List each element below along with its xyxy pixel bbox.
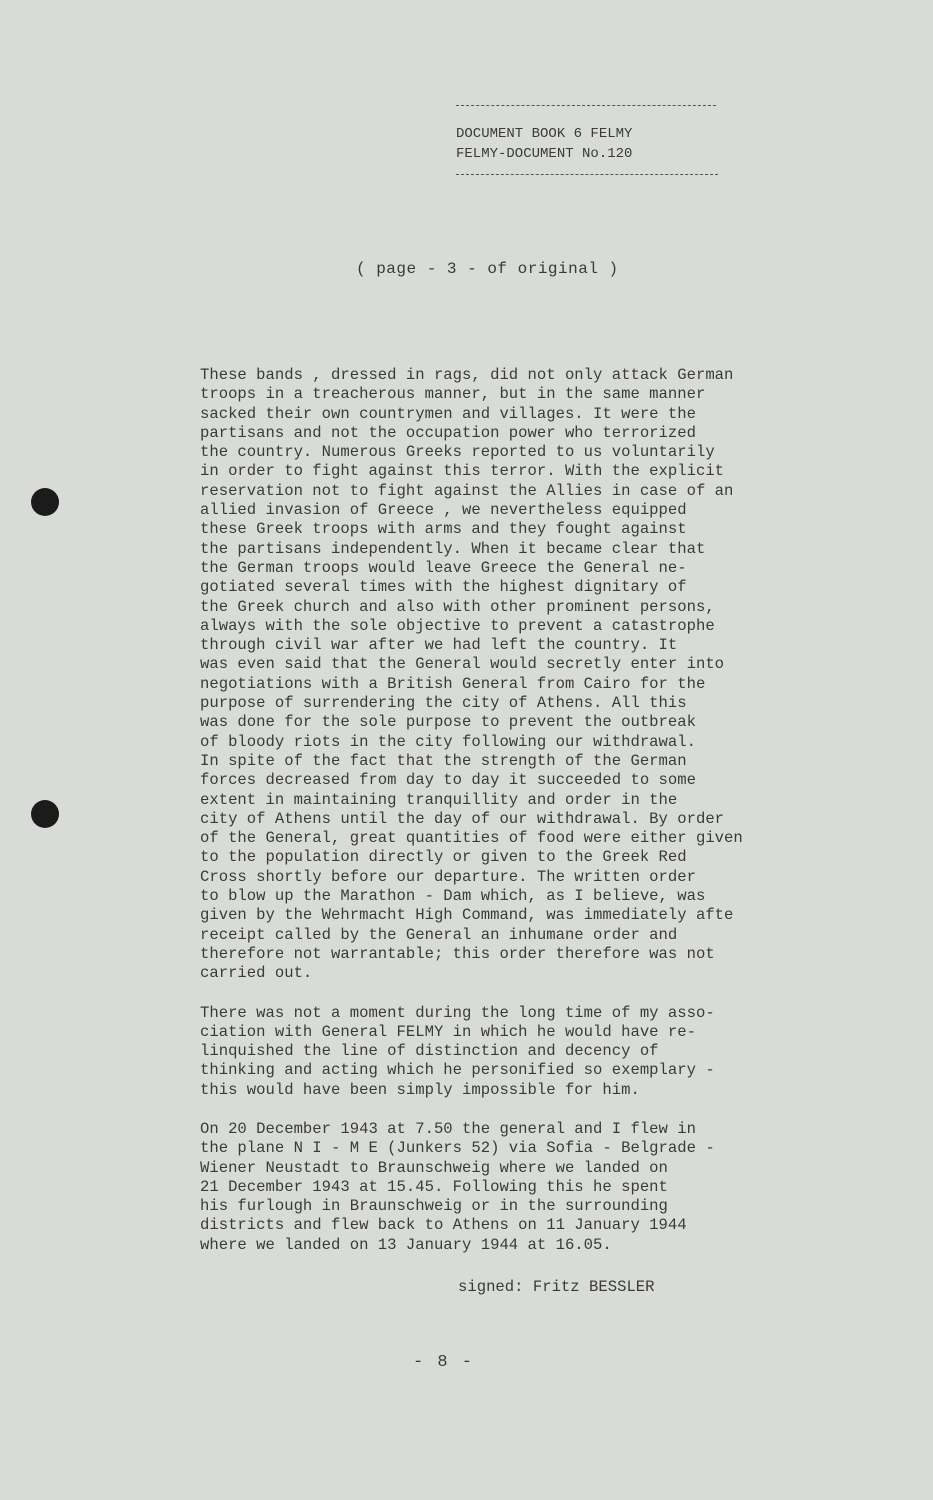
- text-line: given by the Wehrmacht High Command, was immediately afte: [200, 906, 734, 925]
- text-line: was done for the sole purpose to prevent the outbreak: [200, 713, 696, 732]
- text-line: the German troops would leave Greece the General ne-: [200, 558, 687, 577]
- text-line: this would have been simply impossible for him.: [200, 1080, 640, 1099]
- text-line: of the General, great quantities of food were either given: [200, 829, 743, 848]
- text-line: sacked their own countrymen and villages. It were the: [200, 404, 696, 423]
- text-line: On 20 December 1943 at 7.50 the general and I flew in: [200, 1119, 696, 1138]
- text-line: the partisans independently. When it became clear that: [200, 539, 706, 558]
- text-line: the country. Numerous Greeks reported to us voluntarily: [200, 443, 715, 462]
- text-line: reservation not to fight against the Allies in case of an: [200, 481, 734, 500]
- paragraph-3: [200, 1120, 890, 1255]
- text-line: always with the sole objective to prevent a catastrophe: [200, 616, 715, 635]
- text-line: purpose of surrendering the city of Athens. All this: [200, 694, 687, 713]
- text-line: districts and flew back to Athens on 11 January 1944: [200, 1216, 687, 1235]
- document-number-label: FELMY-DOCUMENT No.120: [456, 146, 633, 162]
- punch-hole-bottom: [31, 800, 59, 828]
- paragraph-gap: [200, 1100, 890, 1120]
- punch-hole-top: [31, 488, 59, 516]
- text-line: troops in a treacherous manner, but in the same manner: [200, 385, 706, 404]
- text-line: Wiener Neustadt to Braunschweig where we landed on: [200, 1158, 668, 1177]
- text-line: partisans and not the occupation power who terrorized: [200, 423, 696, 442]
- text-line: receipt called by the General an inhumane order and: [200, 925, 678, 944]
- text-line: gotiated several times with the highest dignitary of: [200, 578, 687, 597]
- document-book-label: DOCUMENT BOOK 6 FELMY: [456, 126, 633, 142]
- document-body: [200, 366, 890, 1255]
- text-line: 21 December 1943 at 15.45. Following this he spent: [200, 1177, 668, 1196]
- text-line: carried out.: [200, 964, 313, 983]
- text-line: Cross shortly before our departure. The written order: [200, 867, 696, 886]
- text-line: In spite of the fact that the strength of the German: [200, 751, 687, 770]
- signature-line: signed: Fritz BESSLER: [458, 1278, 655, 1296]
- text-line: extent in maintaining tranquillity and order in the: [200, 790, 678, 809]
- text-line: These bands , dressed in rags, did not only attack German: [200, 366, 734, 384]
- text-line: the plane N I - M E (Junkers 52) via Sofia - Belgrade -: [200, 1139, 715, 1158]
- text-line: ciation with General FELMY in which he would have re-: [200, 1022, 696, 1041]
- text-line: the Greek church and also with other prominent persons,: [200, 597, 715, 616]
- text-line: forces decreased from day to day it succeeded to some: [200, 771, 696, 790]
- text-line: of bloody riots in the city following our withdrawal.: [200, 732, 696, 751]
- text-line: to the population directly or given to the Greek Red: [200, 848, 687, 867]
- header-dashed-rule-bottom: [456, 174, 718, 175]
- text-line: through civil war after we had left the country. It: [200, 636, 678, 655]
- text-line: therefore not warrantable; this order therefore was not: [200, 944, 715, 963]
- paragraph-1: [200, 366, 890, 984]
- text-line: to blow up the Marathon - Dam which, as I believe, was: [200, 887, 706, 906]
- paragraph-2: [200, 1004, 890, 1100]
- text-line: thinking and acting which he personified so exemplary -: [200, 1061, 715, 1080]
- text-line: There was not a moment during the long time of my asso-: [200, 1003, 715, 1022]
- page-number: - 8 -: [413, 1353, 475, 1372]
- text-line: in order to fight against this terror. With the explicit: [200, 462, 725, 481]
- text-line: these Greek troops with arms and they fought against: [200, 520, 687, 539]
- text-line: his furlough in Braunschweig or in the surrounding: [200, 1197, 668, 1216]
- text-line: allied invasion of Greece , we nevertheless equipped: [200, 501, 687, 520]
- paragraph-gap: [200, 984, 890, 1004]
- original-page-reference: ( page - 3 - of original ): [356, 260, 619, 278]
- text-line: where we landed on 13 January 1944 at 16.05.: [200, 1235, 612, 1254]
- text-line: city of Athens until the day of our withdrawal. By order: [200, 809, 725, 828]
- text-line: was even said that the General would secretly enter into: [200, 655, 725, 674]
- document-header: [456, 124, 632, 164]
- text-line: linquished the line of distinction and decency of: [200, 1042, 659, 1061]
- text-line: negotiations with a British General from Cairo for the: [200, 674, 706, 693]
- header-dashed-rule-top: [456, 105, 716, 106]
